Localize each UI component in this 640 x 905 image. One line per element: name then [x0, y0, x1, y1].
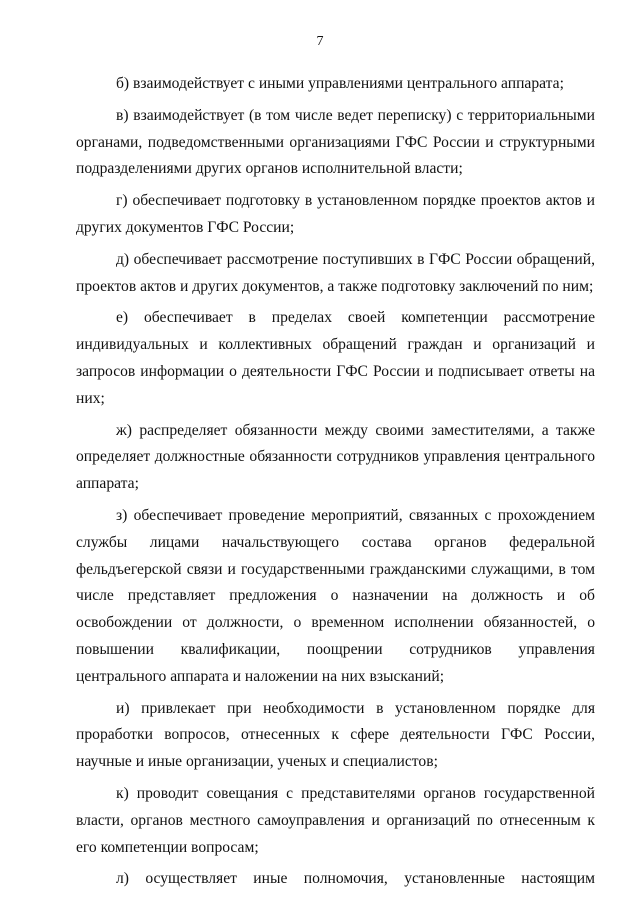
paragraph-e: е) обеспечивает в пределах своей компетенции рассмотрение индивидуальных и коллективных обращений граждан и организаций и запросов информации о деятельности ГФС России и подписывает ответы на них;: [76, 309, 595, 407]
paragraph-l: л) осуществляет иные полномочия, установленные настоящим: [116, 870, 595, 888]
paragraph-zh: ж) распределяет обязанности между своими заместителями, а также определяет должностные обязанности сотрудников управления центрального аппарата;: [76, 421, 595, 493]
paragraph-b: б) взаимодействует с иными управлениями центрального аппарата;: [116, 75, 564, 92]
page-number: 7: [316, 34, 324, 49]
paragraph-g: г) обеспечивает подготовку в установленном порядке проектов актов и других документов ГФС России;: [76, 192, 595, 236]
paragraph-z: з) обеспечивает проведение мероприятий, связанных с прохождением службы лицами начальствующего состава органов федеральной фельдъегерской связи и государственными гражданскими служащими, в том числе представляет предложения о назначении на должность и об освобождении от должности, о временном исполнении обязанностей, о повышении квалификации, поощрении сотрудников управления центрального аппарата и наложении на них взысканий;: [76, 506, 595, 685]
document-body: [76, 71, 595, 893]
paragraph-d: д) обеспечивает рассмотрение поступивших в ГФС России обращений, проектов актов и других документов, а также подготовку заключений по ним;: [76, 250, 595, 295]
paragraph-i: и) привлекает при необходимости в установленном порядке для проработки вопросов, отнесенных к сфере деятельности ГФС России, научные и иные организации, ученых и специалистов;: [76, 699, 595, 771]
paragraph-v: в) взаимодействует (в том числе ведет переписку) с территориальными органами, подведомственными организациями ГФС России и структурными подразделениями других органов исполнительной власти;: [76, 106, 595, 178]
paragraph-k: к) проводит совещания с представителями органов государственной власти, органов местного самоуправления и организаций по отнесенным к его компетенции вопросам;: [76, 784, 595, 856]
